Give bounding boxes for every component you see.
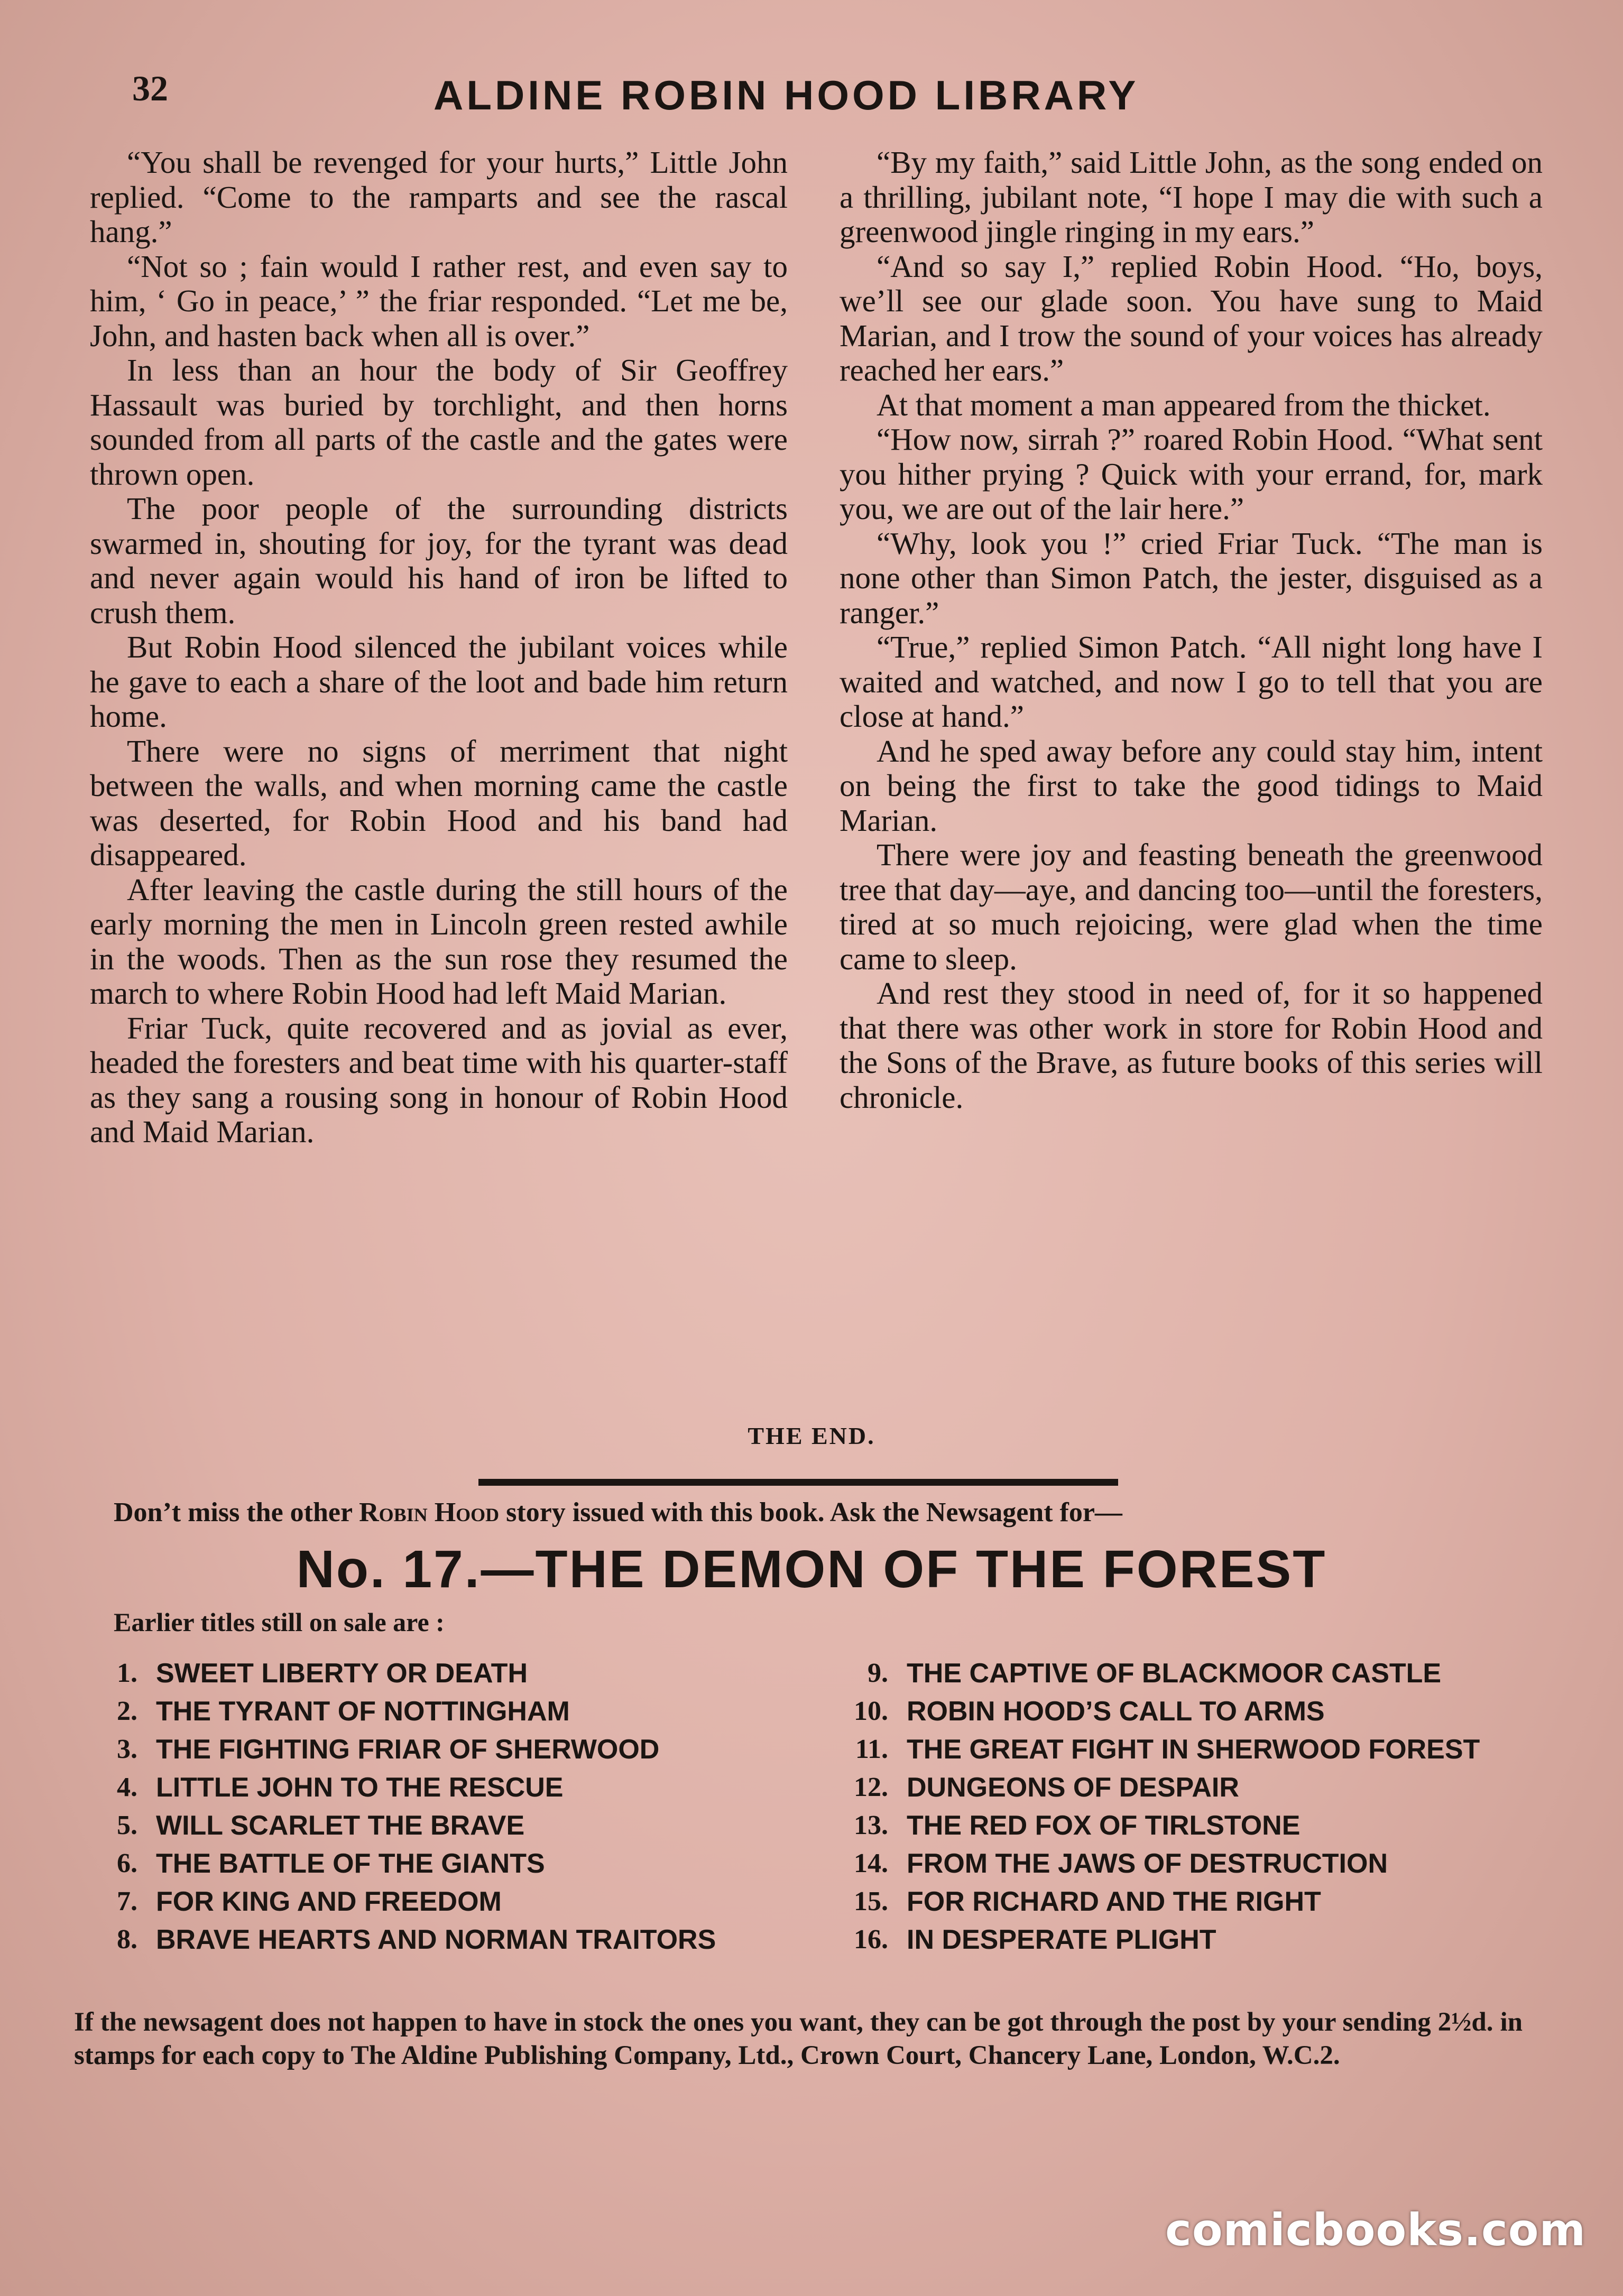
title-number: 10. [854, 1696, 888, 1726]
story-column-right [840, 145, 1543, 1115]
title-number: 11. [855, 1734, 888, 1764]
title-list-item [827, 1730, 1589, 1769]
story-paragraph: “You shall be revenged for your hurts,” Little John replied. “Come to the ramparts and see the rascal hang.” [90, 145, 788, 249]
story-paragraph: There were no signs of merriment that night between the walls, and when morning came the castle was deserted, for Robin Hood and his band had disappeared. [90, 733, 788, 872]
story-paragraph: And he sped away before any could stay him, intent on being the first to take the good tidings to Maid Marian. [840, 733, 1543, 838]
promo-line-end: story issued with this book. Ask the Newsagent for— [506, 1497, 1122, 1527]
promo-line [114, 1497, 1122, 1528]
story-paragraph: Friar Tuck, quite recovered and as jovial as ever, headed the foresters and beat time with his quarter-staff as they sang a rousing song in honour of Robin Hood and Maid Marian. [90, 1010, 788, 1149]
title-name: LITTLE JOHN TO THE RESCUE [156, 1772, 564, 1803]
story-paragraph: In less than an hour the body of Sir Geoffrey Hassault was buried by torchlight, and then horns sounded from all parts of the castle and the gates were thrown open. [90, 353, 788, 492]
title-name: THE CAPTIVE OF BLACKMOOR CASTLE [907, 1658, 1442, 1689]
title-name: THE RED FOX OF TIRLSTONE [907, 1810, 1301, 1841]
ordering-note: If the newsagent does not happen to have in stock the ones you want, they can be got through the post by your sending 2½d. in stamps for each copy to The Aldine Publishing Company, Ltd., Crown Court, Chancery Lane, London, W.C.2. [74, 2007, 1523, 2070]
title-name: IN DESPERATE PLIGHT [907, 1924, 1216, 1955]
title-name: FROM THE JAWS OF DESTRUCTION [907, 1848, 1388, 1879]
title-name: FOR KING AND FREEDOM [156, 1886, 502, 1917]
story-paragraph: “Why, look you !” cried Friar Tuck. “The man is none other than Simon Patch, the jester, disguised as a ranger.” [840, 525, 1543, 630]
earlier-titles-list-right [827, 1654, 1589, 1959]
story-paragraph: But Robin Hood silenced the jubilant voices while he gave to each a share of the loot and bade him return home. [90, 629, 788, 734]
title-number: 9. [868, 1658, 888, 1688]
title-name: THE BATTLE OF THE GIANTS [156, 1848, 545, 1879]
title-list-item [827, 1845, 1589, 1883]
promo-line-start: Don’t miss the other [114, 1497, 353, 1527]
promo-series-name: Robin Hood [359, 1497, 500, 1527]
title-number: 4. [117, 1772, 137, 1802]
story-paragraph: There were joy and feasting beneath the greenwood tree that day—aye, and dancing too—until the foresters, tired at so much rejoicing, were glad when the time came to sleep. [840, 837, 1543, 976]
title-list-item [827, 1692, 1589, 1730]
title-list-item [827, 1769, 1589, 1807]
story-paragraph: “And so say I,” replied Robin Hood. “Ho, boys, we’ll see our glade soon. You have sung to Maid Marian, and I trow the sound of your voices has already reached her ears.” [840, 248, 1543, 387]
title-number: 16. [854, 1924, 888, 1955]
story-paragraph: “Not so ; fain would I rather rest, and even say to him, ‘ Go in peace,’ ” the friar responded. “Let me be, John, and hasten back when all is over.” [90, 248, 788, 353]
title-name: FOR RICHARD AND THE RIGHT [907, 1886, 1321, 1917]
title-list-item [827, 1883, 1589, 1921]
title-list-item [77, 1654, 838, 1692]
title-list-item [77, 1921, 838, 1959]
story-paragraph: At that moment a man appeared from the thicket. [877, 387, 1491, 422]
title-number: 14. [854, 1848, 888, 1878]
running-title: ALDINE ROBIN HOOD LIBRARY [434, 72, 1139, 118]
title-number: 12. [854, 1772, 888, 1802]
title-name: ROBIN HOOD’S CALL TO ARMS [907, 1696, 1325, 1727]
title-number: 2. [117, 1696, 137, 1726]
title-list-item [827, 1921, 1589, 1959]
story-paragraph: After leaving the castle during the still hours of the early morning the men in Lincoln green rested awhile in the woods. Then as the sun rose they resumed the march to where Robin Hood had left Maid Marian. [90, 872, 788, 1011]
title-number: 1. [117, 1658, 137, 1688]
story-paragraph: And rest they stood in need of, for it so happened that there was other work in store for Robin Hood and the Sons of the Brave, as future books of this series will chronicle. [840, 976, 1543, 1115]
title-list-item [827, 1654, 1589, 1692]
title-number: 13. [854, 1810, 888, 1840]
divider-rule [478, 1479, 1118, 1486]
title-number: 3. [117, 1734, 137, 1764]
title-name: SWEET LIBERTY OR DEATH [156, 1658, 528, 1689]
site-watermark: comicbooks.com [1165, 2204, 1586, 2256]
the-end-mark: THE END. [748, 1422, 875, 1449]
title-name: THE TYRANT OF NOTTINGHAM [156, 1696, 570, 1727]
title-number: 15. [854, 1886, 888, 1917]
title-list-item [77, 1883, 838, 1921]
title-number: 6. [117, 1848, 137, 1878]
title-name: THE FIGHTING FRIAR OF SHERWOOD [156, 1734, 660, 1765]
story-column-left [90, 145, 788, 1150]
title-name: DUNGEONS OF DESPAIR [907, 1772, 1239, 1803]
title-number: 5. [117, 1810, 137, 1840]
title-name: BRAVE HEARTS AND NORMAN TRAITORS [156, 1924, 716, 1955]
title-list-item [827, 1807, 1589, 1845]
title-list-item [77, 1769, 838, 1807]
earlier-titles-label: Earlier titles still on sale are : [114, 1607, 445, 1637]
title-number: 7. [117, 1886, 137, 1917]
story-paragraph: The poor people of the surrounding districts swarmed in, shouting for joy, for the tyrant was dead and never again would his hand of iron be lifted to crush them. [90, 491, 788, 630]
title-name: WILL SCARLET THE BRAVE [156, 1810, 525, 1841]
next-issue-title: No. 17.—THE DEMON OF THE FOREST [296, 1540, 1327, 1599]
title-list-item [77, 1807, 838, 1845]
earlier-titles-list-left [77, 1654, 838, 1959]
story-paragraph: “How now, sirrah ?” roared Robin Hood. “What sent you hither prying ? Quick with your errand, for, mark you, we are out of the lair here.” [840, 422, 1543, 526]
story-paragraph: “By my faith,” said Little John, as the song ended on a thrilling, jubilant note, “I hope I may die with such a greenwood jingle ringing in my ears.” [840, 145, 1543, 249]
story-paragraph: “True,” replied Simon Patch. “All night long have I waited and watched, and now I go to tell that you are close at hand.” [840, 629, 1543, 734]
page-number: 32 [132, 68, 168, 108]
title-list-item [77, 1845, 838, 1883]
title-list-item [77, 1692, 838, 1730]
title-number: 8. [117, 1924, 137, 1955]
title-list-item [77, 1730, 838, 1769]
title-name: THE GREAT FIGHT IN SHERWOOD FOREST [907, 1734, 1480, 1765]
